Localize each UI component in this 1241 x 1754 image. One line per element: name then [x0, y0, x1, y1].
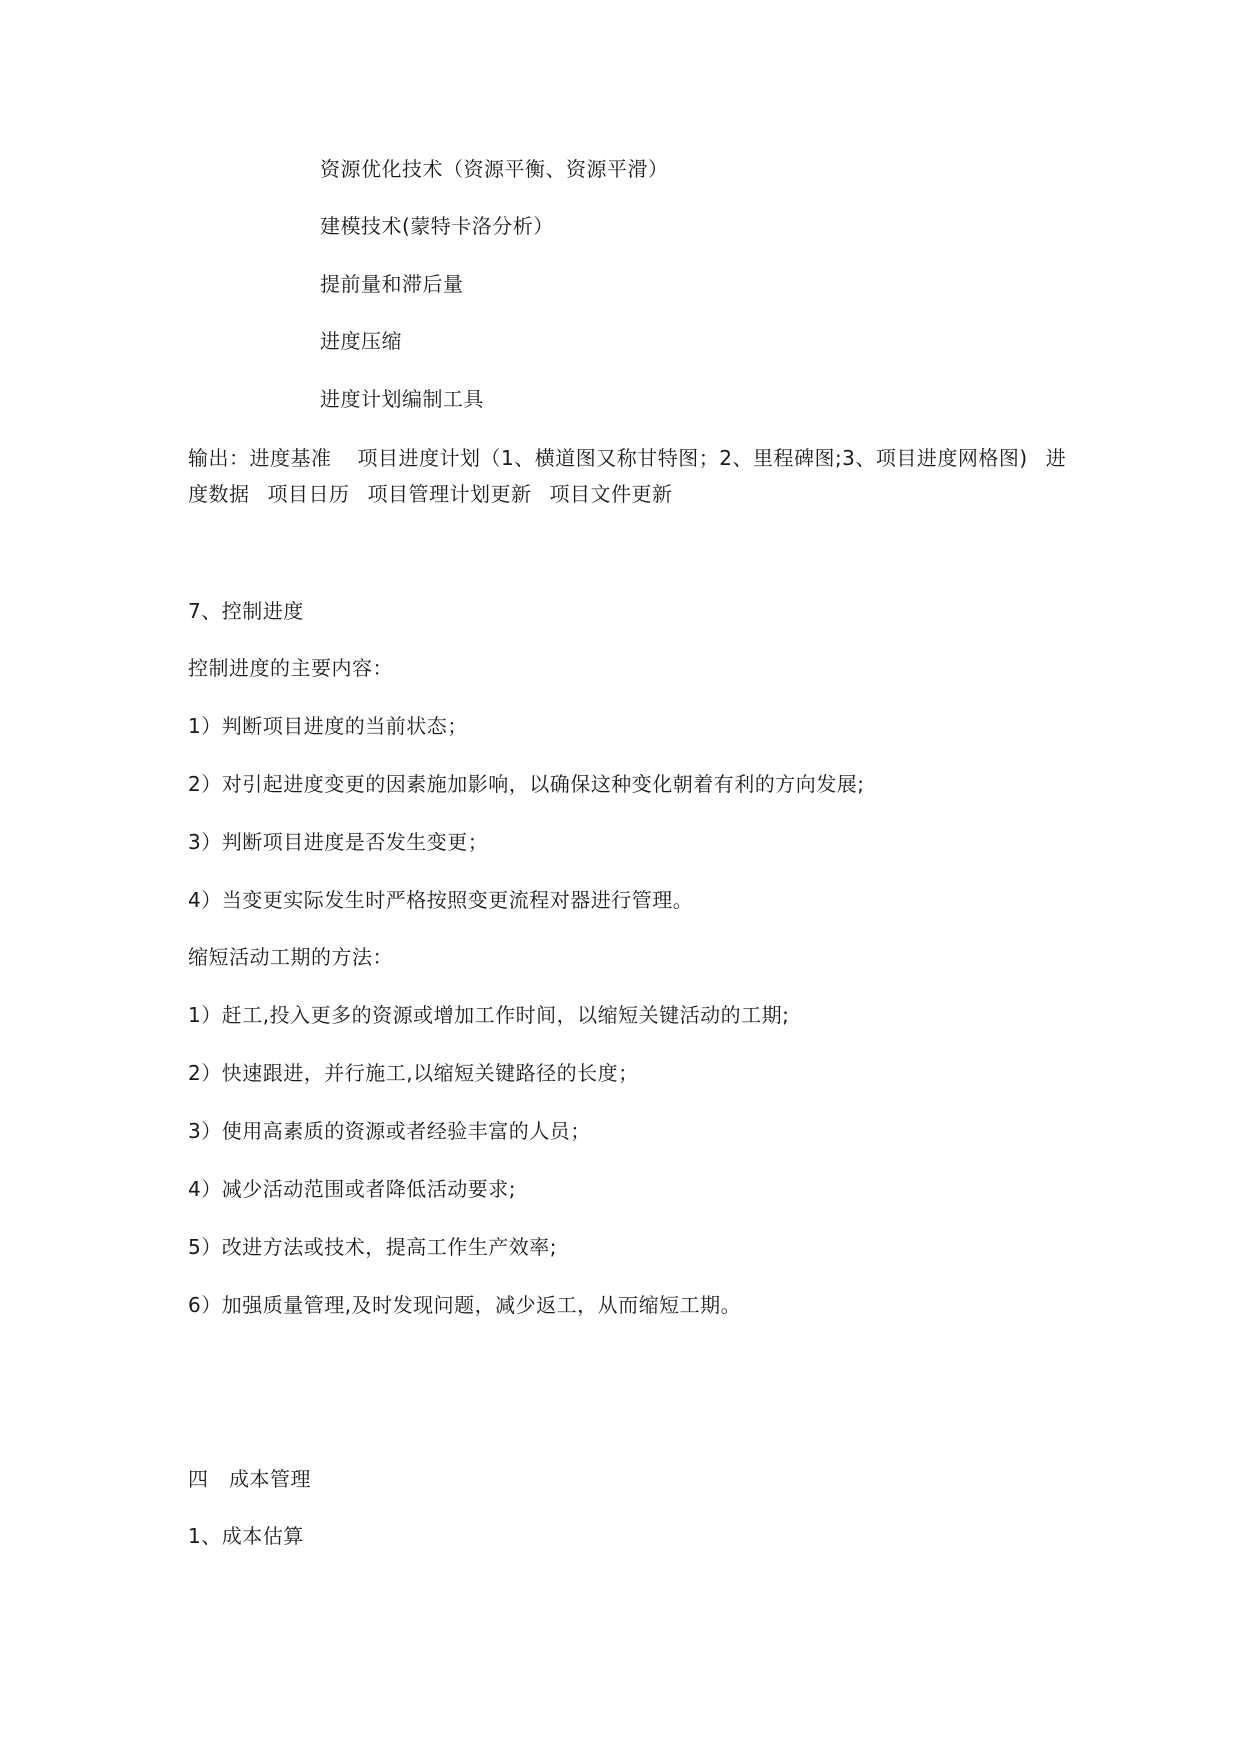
main-content-item-3: 3）判断项目进度是否发生变更；	[188, 830, 489, 854]
output-item-plan-update: 项目管理计划更新	[367, 482, 532, 506]
section-7-heading: 7、控制进度	[188, 599, 304, 623]
method-item-2: 2）快速跟进，并行施工,以缩短关键路径的长度；	[188, 1061, 639, 1085]
methods-title: 缩短活动工期的方法：	[188, 945, 393, 969]
main-content-item-4: 4）当变更实际发生时严格按照变更流程对器进行管理。	[188, 888, 694, 912]
output-label: 输出：进度基准	[188, 446, 332, 470]
output-item-schedule: 项目进度计划（1、横道图又称甘特图；2、里程碑图;3、项目进度网格图)	[357, 446, 1028, 470]
tool-item-2: 建模技术(蒙特卡洛分析）	[320, 214, 554, 238]
main-content-title: 控制进度的主要内容：	[188, 656, 393, 680]
main-content-item-1: 1）判断项目进度的当前状态；	[188, 714, 468, 738]
output-item-calendar: 项目日历	[267, 482, 350, 506]
main-content-item-2: 2）对引起进度变更的因素施加影响，以确保这种变化朝着有利的方向发展;	[188, 772, 865, 796]
method-item-3: 3）使用高素质的资源或者经验丰富的人员；	[188, 1119, 591, 1143]
tool-item-4: 进度压缩	[320, 329, 402, 353]
section-4-sub-1: 1、成本估算	[188, 1524, 304, 1548]
tool-item-5: 进度计划编制工具	[320, 387, 484, 411]
method-item-5: 5）改进方法或技术，提高工作生产效率;	[188, 1235, 557, 1259]
tool-item-3: 提前量和滞后量	[320, 272, 464, 296]
tool-item-1: 资源优化技术（资源平衡、资源平滑）	[320, 157, 669, 181]
output-item-data: 进度数据	[188, 446, 1067, 506]
output-item-doc-update: 项目文件更新	[549, 482, 673, 506]
method-item-1: 1）赶工,投入更多的资源或增加工作时间，以缩短关键活动的工期;	[188, 1003, 790, 1027]
section-4-heading: 四 成本管理	[188, 1467, 311, 1491]
method-item-6: 6）加强质量管理,及时发现问题，减少返工，从而缩短工期。	[188, 1293, 742, 1317]
method-item-4: 4）减少活动范围或者降低活动要求;	[188, 1177, 516, 1201]
output-paragraph	[188, 440, 1068, 512]
